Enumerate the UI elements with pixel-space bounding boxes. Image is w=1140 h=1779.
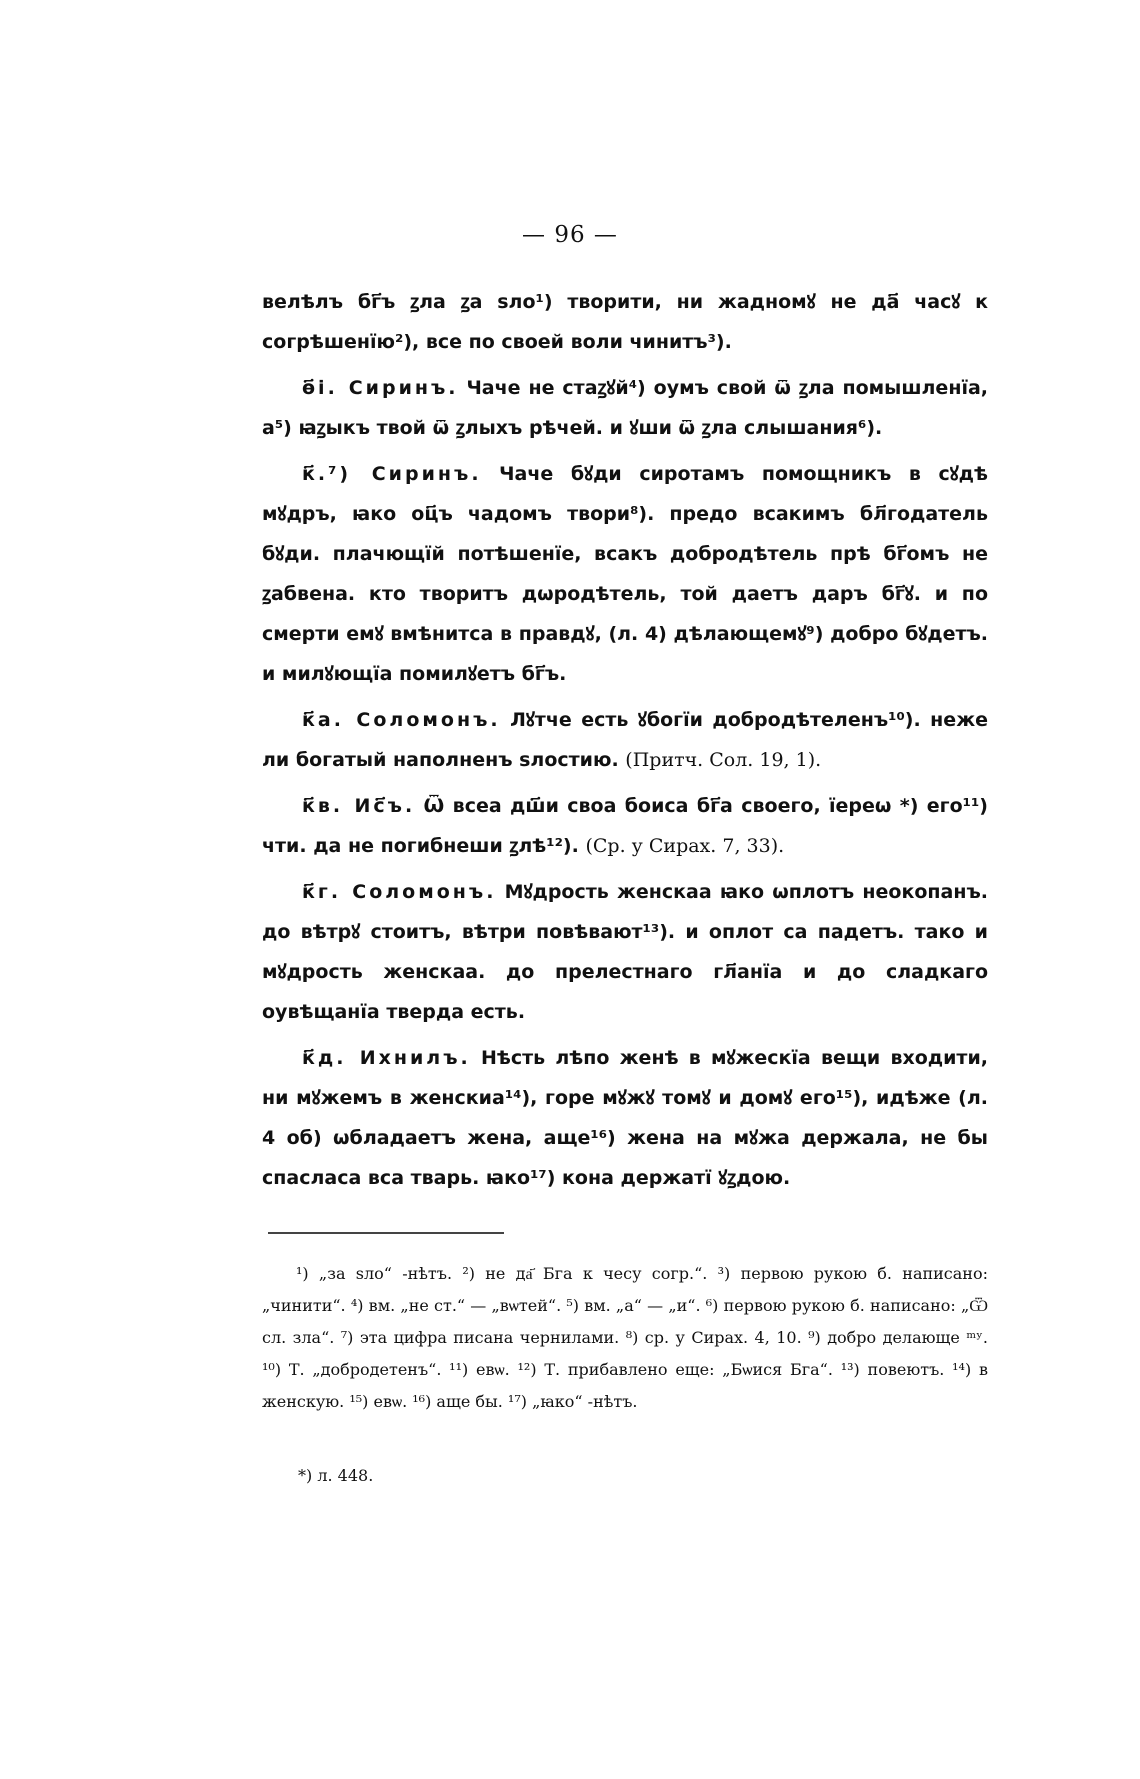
scripture-reference: (Притч. Сол. 19, 1). [625, 749, 822, 771]
paragraph [262, 454, 988, 694]
paragraph-text: Чаче не стаꙁꙋй⁴) оумъ свой ѿ ꙁла помышленїа, а⁵) ꙗꙁыкъ твой ѿ ꙁлыхъ рѣчей. и ꙋши ѿ ꙁла слышания⁶). [262, 377, 989, 439]
entry-label: к҃.⁷) Сиринъ. [302, 463, 482, 485]
paragraph [262, 786, 988, 866]
footnote-star: *) л. 448. [298, 1466, 374, 1485]
footnotes: ¹) „за ѕло“ -нѣтъ. ²) не да҃ Бга к чесу согр.“. ³) первою рукою б. написано: „чинити“. ⁴) вм. „не ст.“ — „вѡтей“. ⁵) вм. „а“ — „и“. ⁶) первою рукою б. написано: „Ѿ сл. зла“. ⁷) эта цифра писана чернилами. ⁸) ср. у Сирах. 4, 10. ⁹) добро делающе ᵐʸ. ¹⁰) Т. „добродетенъ“. ¹¹) евѡ. ¹²) Т. прибавлено еще: „Бѡися Бга“. ¹³) повеютъ. ¹⁴) в женскую. ¹⁵) евѡ. ¹⁶) аще бы. ¹⁷) „ꙗко“ -нѣтъ. [262, 1264, 988, 1411]
paragraph [262, 700, 988, 780]
entry-label: к҃а. Соломонъ. [302, 709, 501, 731]
paragraph-text: Мꙋдрость женскаа ꙗко ѡплотъ неокопанъ. до вѣтрꙋ стоитъ, вѣтри повѣвают¹³). и оплот са падетъ. тако и мꙋдрость женскаа. до прелестнаго гл҃анїа и до сладкаго оувѣщанїа тверда есть. [262, 881, 988, 1023]
paragraph-text: Нѣсть лѣпо женѣ в мꙋжескїа вещи входити, ни мꙋжемъ в женскиа¹⁴), горе мꙋжꙋ томꙋ и домꙋ его¹⁵), идѣже (л. 4 об) ѡбладаетъ жена, аще¹⁶) жена на мꙋжа держала, не бы спаслаcа вса тварь. ꙗко¹⁷) кона держатї ꙋꙁдою. [262, 1047, 988, 1189]
paragraph-text: Лꙋтче есть ꙋбогїи добродѣтеленъ¹⁰). неже ли богатый наполненъ ѕлостию. [262, 709, 988, 771]
paragraph [262, 872, 988, 1032]
paragraph [262, 1038, 988, 1198]
page-number: — 96 — [522, 222, 618, 248]
scripture-reference: (Ср. у Сирах. 7, 33). [585, 835, 785, 857]
entry-label: ѳ҃і. Сиринъ. [302, 377, 459, 399]
paragraph-text: Чаче бꙋди сиротамъ помощникъ в сꙋдѣ мꙋдръ, ꙗко оц҃ъ чадомъ твори⁸). предо всакимъ бл҃годатель бꙋди. плачющїй потѣшенїе, всакъ добродѣтель прѣ бг҃омъ не ꙁабвена. кто творитъ дѡродѣтель, той даетъ даръ бг҃ꙋ. и по смерти емꙋ вмѣнитса в правдꙋ, (л. 4) дѣлающемꙋ⁹) добро бꙋдетъ. и милꙋющїа помилꙋетъ бг҃ъ. [262, 463, 988, 685]
entry-label: к҃г. Соломонъ. [302, 881, 497, 903]
paragraph-text: велѣлъ бг҃ъ ꙁла ꙁа ѕло¹) творити, ни жадномꙋ не да҃ часꙋ к согрѣшенїю²), все по своей воли чинитъ³). [262, 291, 988, 353]
entry-label: к҃д. Ихнилъ. [302, 1047, 471, 1069]
main-text [262, 282, 988, 1204]
footnote-divider [268, 1232, 504, 1234]
paragraph-text: Ѿ всеа дш҃и своа боиса бг҃а своего, їереѡ *) его¹¹) чти. да не погибнеши ꙁлѣ¹²). [262, 795, 988, 857]
entry-label: к҃в. Ис҃ъ. [302, 795, 416, 817]
paragraph [262, 282, 988, 362]
paragraph [262, 368, 988, 448]
